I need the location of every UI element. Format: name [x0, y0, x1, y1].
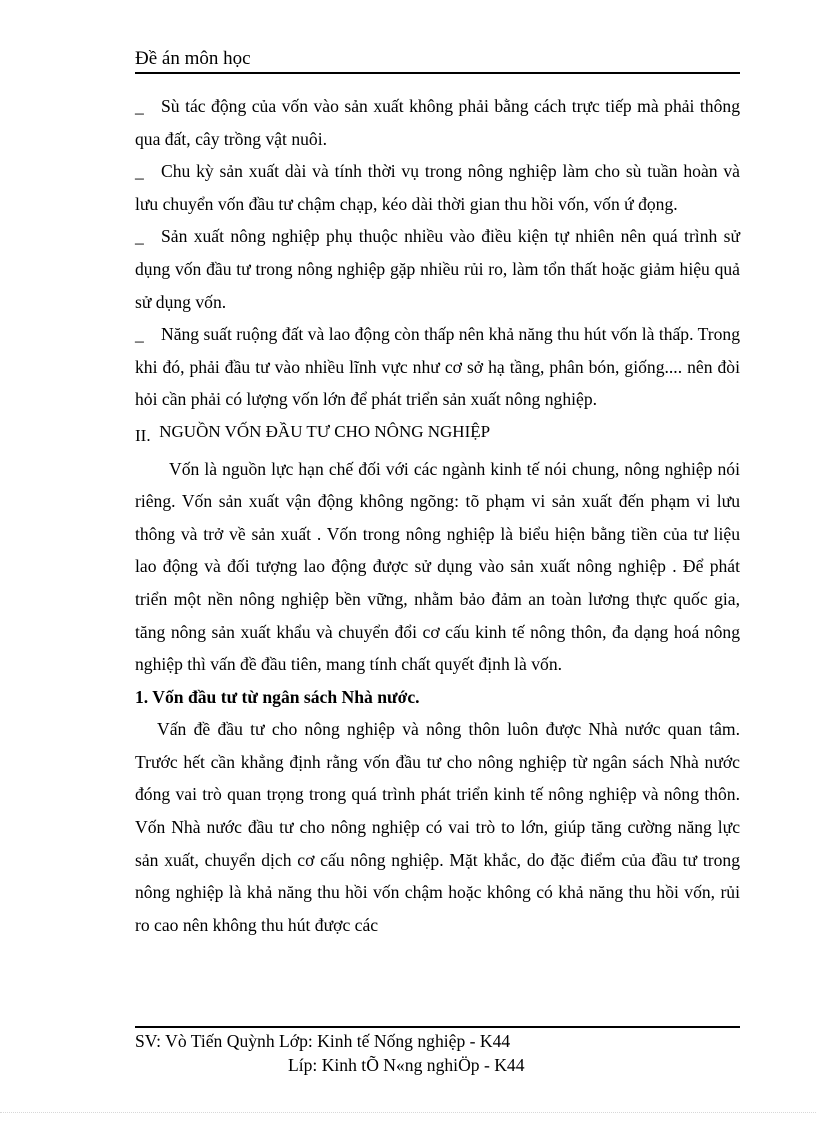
bullet-marker: _ [135, 226, 144, 247]
header-rule [135, 72, 740, 74]
section-paragraph: Vốn là nguồn lực hạn chế đối với các ngành kinh tế nói chung, nông nghiệp nói riêng. Vốn sản xuất vận động không ngõng: tõ phạm vi sản xuất đến phạm vi lưu thông và trở về sản xuất . Vốn trong nông nghiệp là biểu hiện bằng tiền của tư liệu lao động và đối tượng lao động được sử dụng vào sản xuất nông nghiệp . Để phát triển một nền nông nghiệp bền vững, nhằm bảo đảm an toàn lương thực quốc gia, tăng nông sản xuất khẩu và chuyển đổi cơ cấu kinh tế nông thôn, đa dạng hoá nông nghiệp thì vấn đề đầu tiên, mang tính chất quyết định là vốn. [135, 458, 740, 675]
subsection-paragraph: Vấn đề đầu tư cho nông nghiệp và nông thôn luôn được Nhà nước quan tâm. Trước hết cần khẳng định rằng vốn đầu tư cho nông nghiệp từ ngân sách Nhà nước đóng vai trò quan trọng trong quá trình phát triển kinh tế nông nghiệp và nông thôn. Vốn Nhà nước đầu tư cho nông nghiệp có vai trò to lớn, giúp tăng cường năng lực sản xuất, chuyển dịch cơ cấu nông nghiệp. Mặt khắc, do đặc điểm của đầu tư trong nông nghiệp là khả năng thu hồi vốn chậm hoặc không có khả năng thu hồi vốn, rủi ro cao nên không thu hút được các [135, 719, 740, 935]
bullet-item [135, 155, 740, 220]
bullet-item [135, 318, 740, 416]
page-header-title: Đề án môn học [135, 48, 251, 69]
bullet-text: Sản xuất nông nghiệp phụ thuộc nhiều vào điều kiện tự nhiên nên quá trình sử dụng vốn đầu tư trong nông nghiệp gặp nhiều rủi ro, làm tổn thất hoặc giảm hiệu quả sử dụng vốn. [135, 226, 740, 312]
section-title: NGUỒN VỐN ĐẦU TƯ CHO NÔNG NGHIỆP [159, 421, 491, 441]
footer-line-2: Líp: Kinh tÕ N«ng nghiÖp - K44 [288, 1055, 525, 1075]
footer-line-1: SV: Vò Tiến Quỳnh Lớp: Kinh tế Nống nghiệp - K44 [135, 1031, 511, 1051]
bullet-marker: _ [135, 96, 144, 116]
footer-rule [135, 1026, 740, 1028]
bullet-marker: _ [135, 161, 144, 182]
section-number: II. [135, 425, 151, 445]
bullet-marker: _ [135, 324, 144, 345]
subsection-heading: 1. Vốn đầu tư từ ngân sách Nhà nước. [135, 686, 420, 707]
bullet-text: Năng suất ruộng đất và lao động còn thấp nên khả năng thu hút vốn là thấp. Trong khi đó, phải đầu tư vào nhiều lĩnh vực như cơ sở hạ tầng, phân bón, giống.... nên đòi hỏi cần phải có lượng vốn lớn để phát triển sản xuất nông nghiệp. [135, 324, 740, 410]
page-break-divider [0, 1112, 816, 1113]
bullet-text: Chu kỳ sản xuất dài và tính thời vụ trong nông nghiệp làm cho sù tuần hoàn và lưu chuyển vốn đầu tư chậm chạp, kéo dài thời gian thu hồi vốn, vốn ứ đọng. [135, 161, 740, 214]
bullet-item [135, 220, 740, 318]
document-body [135, 90, 740, 941]
bullet-text: Sù tác động của vốn vào sản xuất không phải bằng cách trực tiếp mà phải thông qua đất, cây trồng vật nuôi. [135, 96, 740, 149]
section-heading [135, 416, 740, 453]
bullet-item [135, 90, 740, 155]
